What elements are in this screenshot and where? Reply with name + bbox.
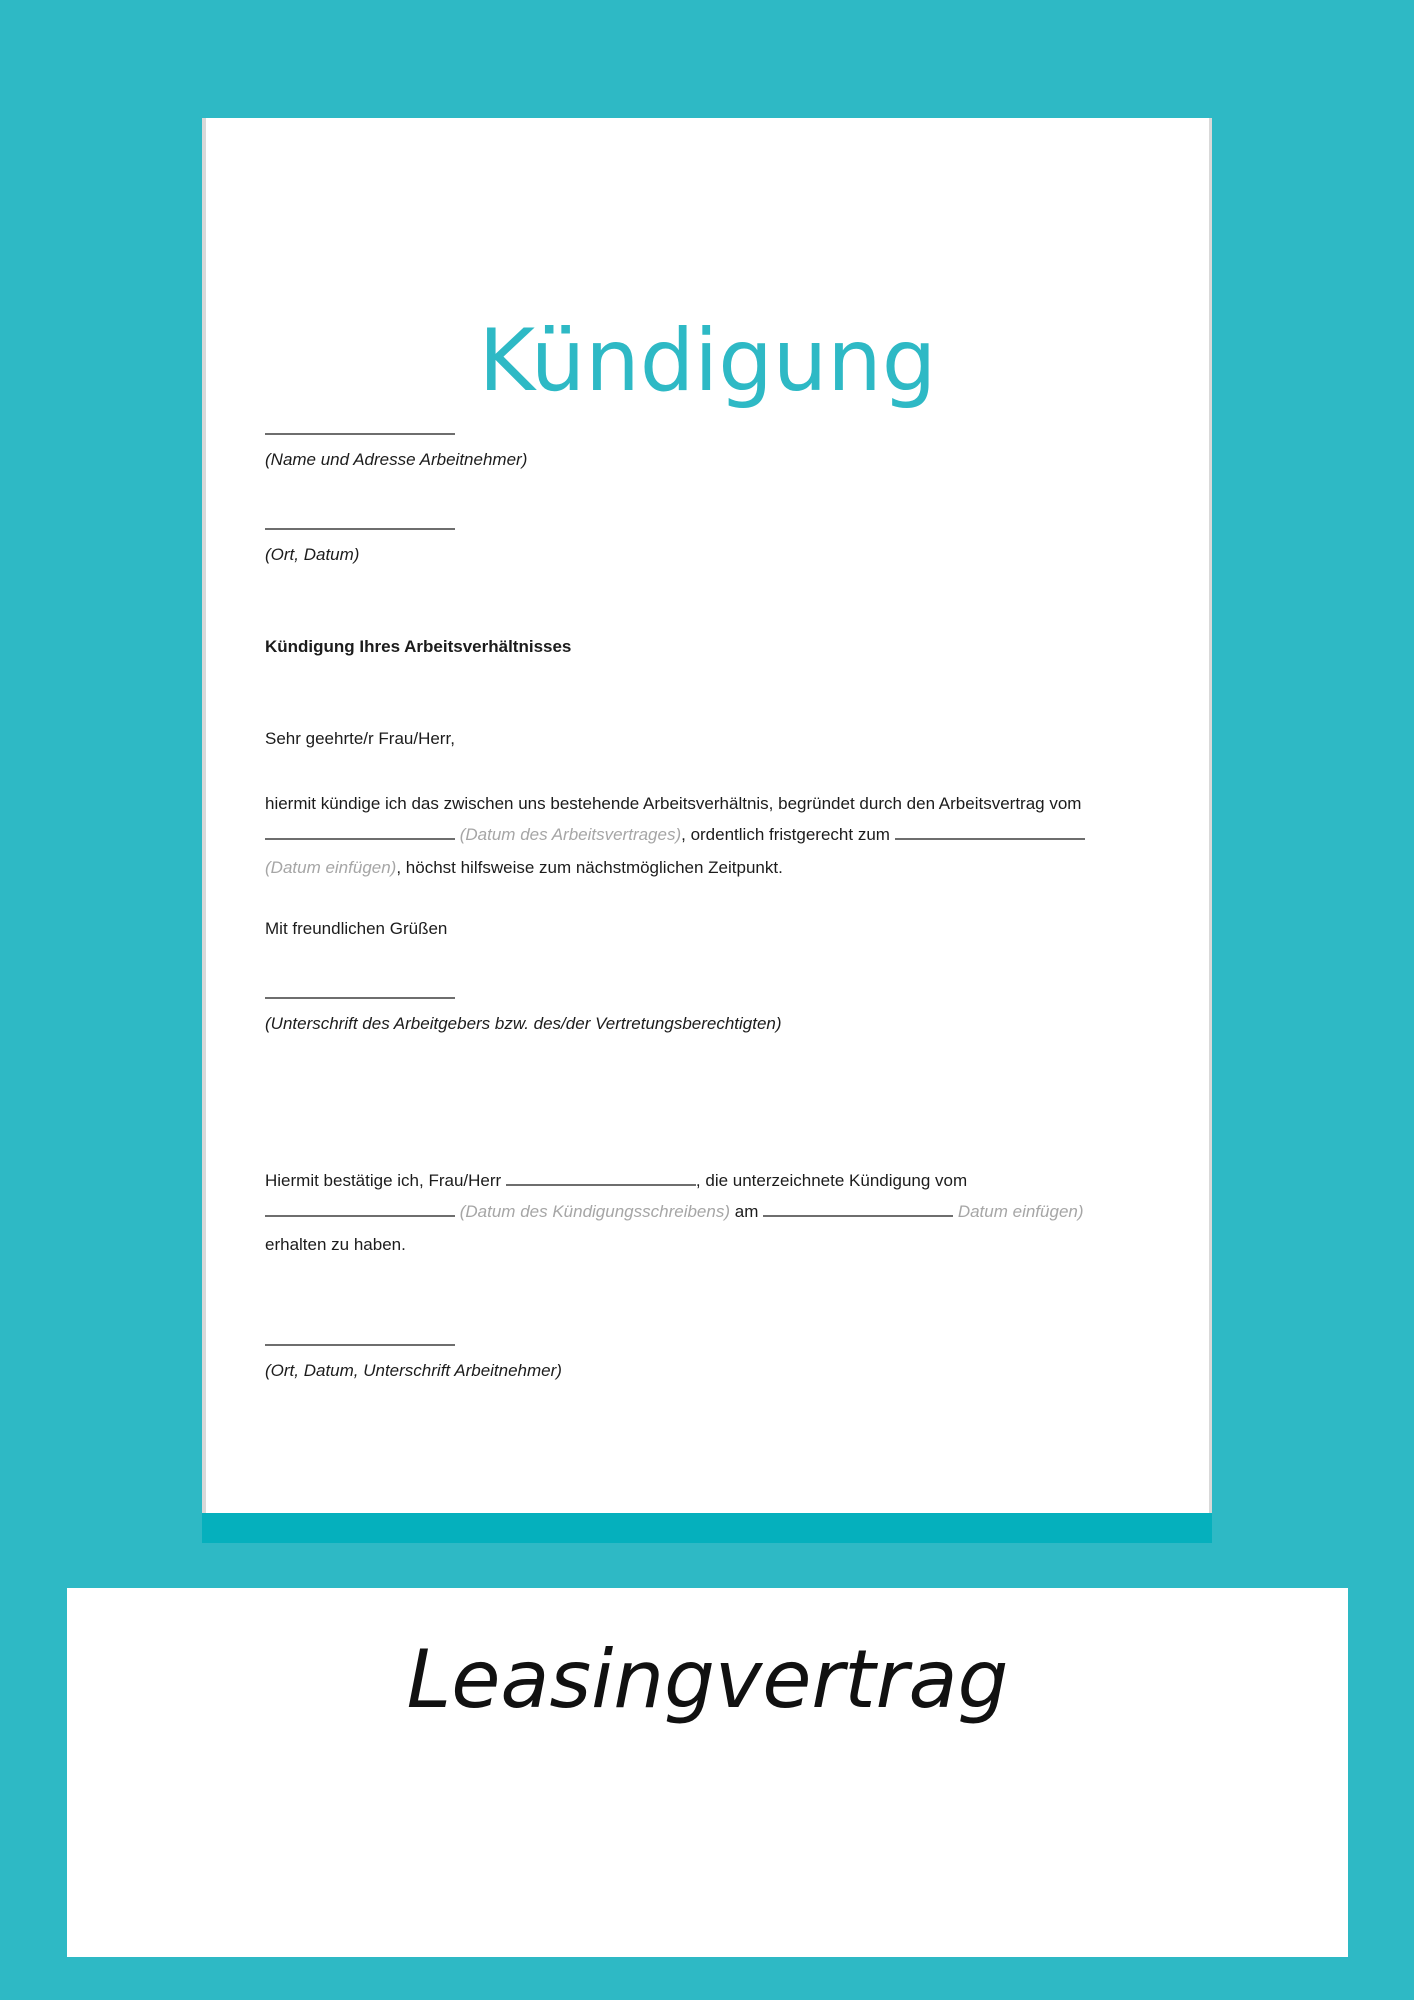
- document-page: [202, 118, 1212, 1543]
- contract-date-blank: [265, 828, 455, 840]
- receipt-date-blank: [763, 1205, 953, 1217]
- employer-signature-blank: [265, 997, 455, 999]
- subject-line: Kündigung Ihres Arbeitsverhältnisses: [265, 637, 572, 656]
- confirm-am: am: [734, 1202, 759, 1221]
- body-line-1: hiermit kündige ich das zwischen uns bestehende Arbeitsverhältnis, begründet durch den Arbeitsvertrag vom: [265, 794, 1082, 813]
- confirm-line-1-start: Hiermit bestätige ich, Frau/Herr: [265, 1171, 502, 1190]
- employee-signature-blank: [265, 1344, 455, 1346]
- caption-box: [67, 1588, 1348, 1957]
- contract-date-placeholder: (Datum des Arbeitsvertrages): [459, 825, 682, 844]
- body-line-3-text: , höchst hilfsweise zum nächstmöglichen Zeitpunkt.: [396, 858, 783, 877]
- body-line-2: [265, 826, 1085, 843]
- confirm-line-1: [265, 1172, 967, 1189]
- place-date-blank: [265, 528, 455, 530]
- page-accent-bar: [202, 1513, 1212, 1543]
- place-date-placeholder: (Ort, Datum): [265, 545, 360, 564]
- closing: Mit freundlichen Grüßen: [265, 919, 448, 938]
- letter-date-placeholder: (Datum des Kündigungsschreibens): [459, 1202, 730, 1221]
- confirm-line-3: erhalten zu haben.: [265, 1235, 406, 1254]
- confirm-line-2: [265, 1203, 1084, 1220]
- document-title: Kündigung: [478, 311, 937, 411]
- employer-signature-placeholder: (Unterschrift des Arbeitgebers bzw. des/der Vertretungsberechtigten): [265, 1014, 782, 1033]
- letter-date-blank: [265, 1205, 455, 1217]
- body-line-2-text: , ordentlich fristgerecht zum: [681, 825, 890, 844]
- salutation: Sehr geehrte/r Frau/Herr,: [265, 729, 455, 748]
- confirm-line-1-end: , die unterzeichnete Kündigung vom: [695, 1171, 968, 1190]
- termination-date-placeholder: (Datum einfügen): [265, 858, 397, 877]
- employee-name-confirm-blank: [506, 1174, 696, 1186]
- receipt-date-placeholder: Datum einfügen): [957, 1202, 1084, 1221]
- employee-name-placeholder: (Name und Adresse Arbeitnehmer): [265, 450, 528, 469]
- caption-label: Leasingvertrag: [406, 1633, 1009, 1726]
- employee-signature-placeholder: (Ort, Datum, Unterschrift Arbeitnehmer): [265, 1361, 562, 1380]
- body-line-3: [265, 859, 783, 876]
- termination-date-blank: [895, 828, 1085, 840]
- employee-name-blank: [265, 433, 455, 435]
